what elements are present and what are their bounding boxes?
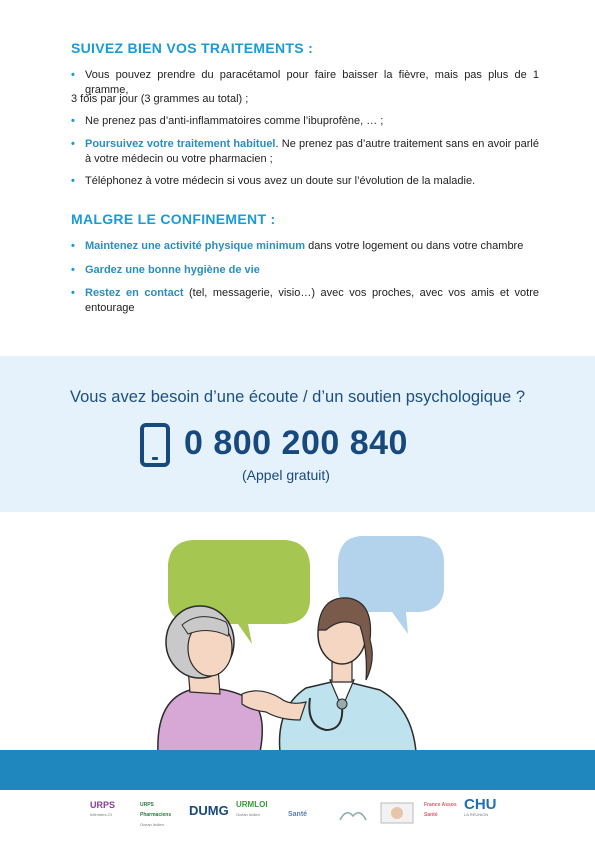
list-item-highlight: Maintenez une activité physique minimum [85,240,306,252]
list-item-text: . Ne prenez pas d’autre traitement sans en avoir parlé à votre médecin ou votre pharmacien ; [85,138,539,165]
bullet-icon: • [71,69,75,81]
bullet-icon: • [71,287,75,299]
list-item-text: (tel, messagerie, visio…) avec vos proches, avec vos amis et votre entourage [85,287,539,314]
chu-logo: CHU LA RÉUNION [464,796,497,817]
section-title-confinement: MALGRE LE CONFINEMENT : [71,211,276,227]
dumg-logo: DUMG [189,803,229,818]
list-item-text: Ne prenez pas d’anti-inflammatoires comme l’ibuprofène, … ; [85,115,384,127]
list-item [71,114,539,129]
patient-and-doctor-illustration [130,530,450,752]
urps-pharmaciens-logo: URPS Pharmaciens Océan Indien [140,802,172,827]
list-item-text: Téléphonez à votre médecin si vous avez un doute sur l’évolution de la maladie. [85,175,476,187]
bullet-icon: • [71,138,75,150]
list-item [71,239,539,254]
list-item [71,263,539,278]
urml-oi-logo: URMLOI Océan Indien [236,800,268,817]
bullet-icon: • [71,240,75,252]
ministere-logo [336,806,370,826]
list-item [71,174,539,189]
phone-number-link[interactable]: 0 800 200 840 [184,424,408,462]
list-item-continuation: 3 fois par jour (3 grammes au total) ; [71,93,249,105]
list-item-highlight: Restez en contact [85,287,184,299]
bullet-icon: • [71,175,75,187]
list-item-text: Vous pouvez prendre du paracétamol pour faire baisser la fièvre, mais pas plus de 1 gramme, [85,69,539,96]
list-item [71,286,539,316]
bullet-icon: • [71,264,75,276]
footer-bar [0,750,595,790]
bullet-icon: • [71,115,75,127]
section-title-traitements: SUIVEZ BIEN VOS TRAITEMENTS : [71,40,314,56]
free-call-note: (Appel gratuit) [242,467,330,483]
list-item-highlight: Poursuivez votre traitement habituel [85,138,276,150]
urps-infirmiers-logo: URPS Infirmiers OI [90,800,116,817]
list-item [71,137,539,167]
support-question: Vous avez besoin d’une écoute / d’un soutien psychologique ? [70,388,525,406]
france-assos-sante-logo: France Assos Santé [424,802,457,818]
smartphone-icon [140,423,170,467]
list-item-text: dans votre logement ou dans votre chambre [305,240,524,252]
dac-logo [380,802,414,826]
ars-sante-logo: Santé [288,811,308,818]
list-item-highlight: Gardez une bonne hygiène de vie [85,264,260,276]
